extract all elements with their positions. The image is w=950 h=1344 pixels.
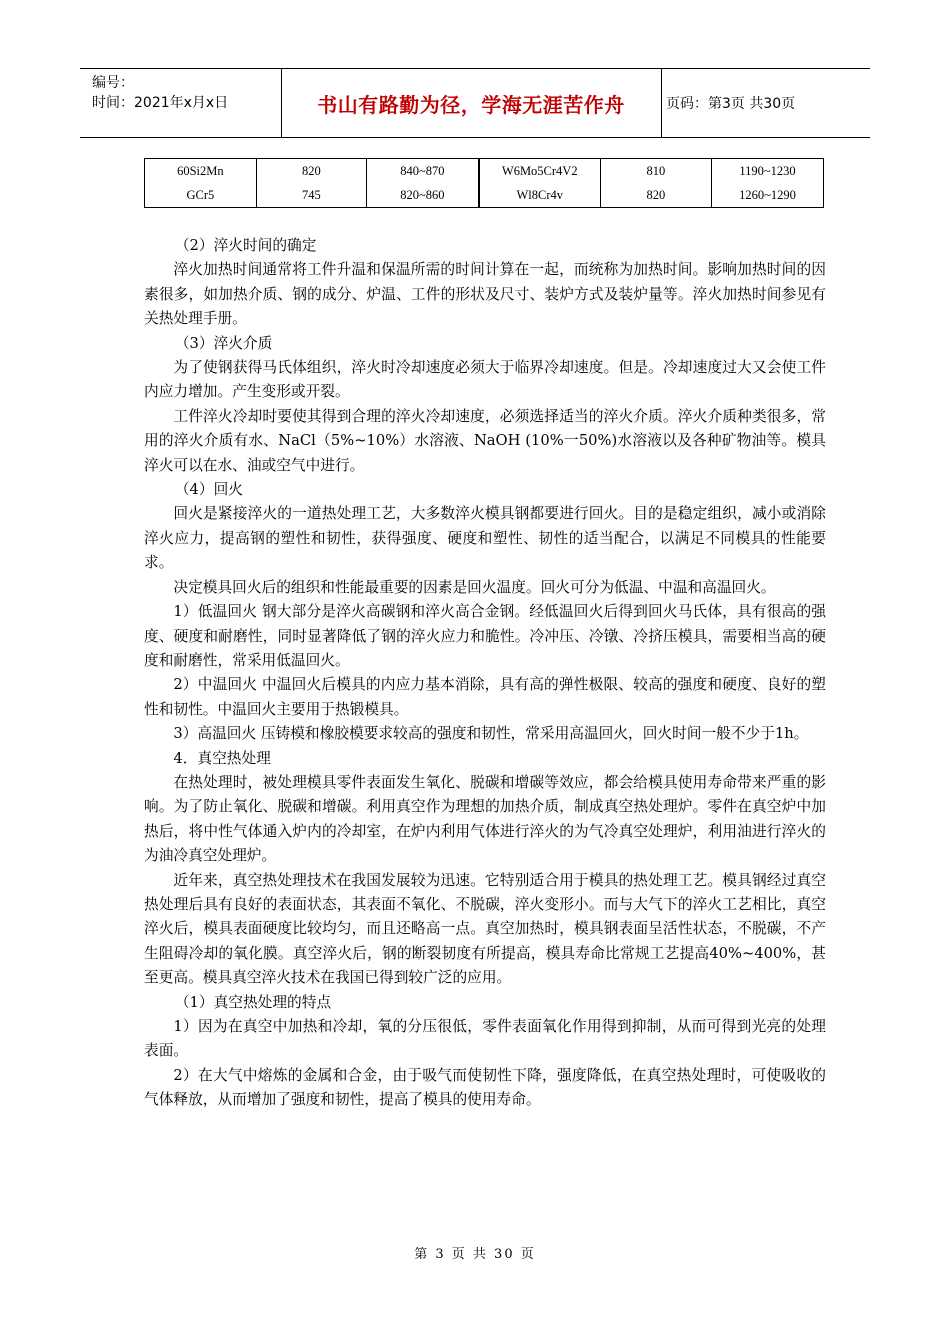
header-divider [661, 69, 662, 137]
page-footer: 第 3 页 共 30 页 [414, 1247, 536, 1262]
paragraph: 在热处理时，被处理模具零件表面发生氧化、脱碳和增碳等效应，都会给模具使用寿命带来严重的影响。为了防止氧化、脱碳和增碳。利用真空作为理想的加热介质，制成真空热处理炉。零件在真空炉中加热后，将中性气体通入炉内的冷却室，在炉内利用气体进行淬火的为气冷真空处理炉，利用油进行淬火的为油冷真空处理炉。 [144, 773, 826, 865]
table-cell: 1190~1230 [712, 159, 824, 184]
paragraph: 淬火加热时间通常将工件升温和保温所需的时间计算在一起，而统称为加热时间。影响加热时间的因素很多，如加热介质、钢的成分、炉温、工件的形状及尺寸、装炉方式及装炉量等。淬火加热时间参见有关热处理手册。 [144, 261, 826, 328]
paragraph: 工件淬火冷却时要使其得到合理的淬火冷却速度，必须选择适当的淬火介质。淬火介质种类很多，常用的淬火介质有水、NaCl（5%~10%）水溶液、NaOH (10%一50%)水溶液以及各种矿物油等。模具淬火可以在水、油或空气中进行。 [144, 407, 826, 474]
table-cell: Wl8Cr4v [479, 183, 601, 208]
page-header [80, 68, 870, 138]
paragraph: 为了使钢获得马氏体组织，淬火时冷却速度必须大于临界冷却速度。但是。冷却速度过大又会使工件内应力增加。产生变形或开裂。 [144, 359, 826, 401]
table-cell: W6Mo5Cr4V2 [479, 159, 601, 184]
paragraph: 2）中温回火 中温回火后模具的内应力基本消除，具有高的弹性极限、较高的强度和硬度、良好的塑性和韧性。中温回火主要用于热锻模具。 [144, 676, 826, 718]
table-cell: 820 [600, 183, 711, 208]
quenching-temperature-table [144, 158, 824, 208]
document-body [144, 234, 826, 1113]
paragraph: 决定模具回火后的组织和性能最重要的因素是回火温度。回火可分为低温、中温和高温回火。 [173, 578, 776, 596]
table-cell: 745 [256, 183, 366, 208]
header-motto: 书山有路勤为径，学海无涯苦作舟 [317, 92, 625, 117]
document-time-label: 时间：2021年x月x日 [92, 95, 229, 111]
header-meta [92, 73, 282, 113]
paragraph: 2）在大气中熔炼的金属和合金，由于吸气而使韧性下降，强度降低，在真空热处理时，可使吸收的气体释放，从而增加了强度和韧性，提高了模具的使用寿命。 [144, 1066, 826, 1109]
table-cell: 840~870 [366, 159, 478, 184]
paragraph: 4．真空热处理 [173, 749, 271, 767]
table-cell: 820 [256, 159, 366, 184]
table-cell: 820~860 [366, 183, 478, 208]
table-row [145, 159, 824, 184]
section-heading: （4）回火 [174, 481, 243, 499]
table-cell: 1260~1290 [712, 183, 824, 208]
table-row [145, 183, 824, 208]
table-cell: 60Si2Mn [145, 159, 257, 184]
document-number-label: 编号： [92, 75, 134, 91]
table-cell: GCr5 [145, 183, 257, 208]
table-cell: 810 [600, 159, 711, 184]
paragraph: 1）因为在真空中加热和冷却，氧的分压很低，零件表面氧化作用得到抑制，从而可得到光亮的处理表面。 [144, 1018, 826, 1060]
paragraph: 回火是紧接淬火的一道热处理工艺，大多数淬火模具钢都要进行回火。目的是稳定组织，减小或消除淬火应力，提高钢的塑性和韧性，获得强度、硬度和塑性、韧性的适当配合，以满足不同模具的性能要求。 [144, 505, 826, 572]
paragraph: 3）高温回火 压铸模和橡胶模要求较高的强度和韧性，常采用高温回火，回火时间一般不少于1h。 [173, 725, 809, 743]
section-heading: （3）淬火介质 [174, 334, 273, 352]
header-page-number: 页码：第3页 共30页 [666, 96, 796, 112]
paragraph: 近年来，真空热处理技术在我国发展较为迅速。它特别适合用于模具的热处理工艺。模具钢经过真空热处理后具有良好的表面状态，其表面不氧化、不脱碳，淬火变形小。而与大气下的淬火工艺相比，真空淬火后，模具表面硬度比较均匀，而且还略高一点。真空加热时，模具钢表面呈活性状态，不脱碳，不产生阻碍冷却的氧化膜。真空淬火后，钢的断裂韧度有所提高，模具寿命比常规工艺提高40%~400%，甚至更高。模具真空淬火技术在我国已得到较广泛的应用。 [144, 871, 826, 987]
section-heading: （2）淬火时间的确定 [174, 237, 317, 254]
section-heading: （1）真空热处理的特点 [174, 993, 332, 1011]
paragraph: 1）低温回火 钢大部分是淬火高碳钢和淬火高合金钢。经低温回火后得到回火马氏体，具有很高的强度、硬度和耐磨性，同时显著降低了钢的淬火应力和脆性。冷冲压、冷镦、冷挤压模具，需要相当高的硬度和耐磨性，常采用低温回火。 [144, 603, 826, 669]
